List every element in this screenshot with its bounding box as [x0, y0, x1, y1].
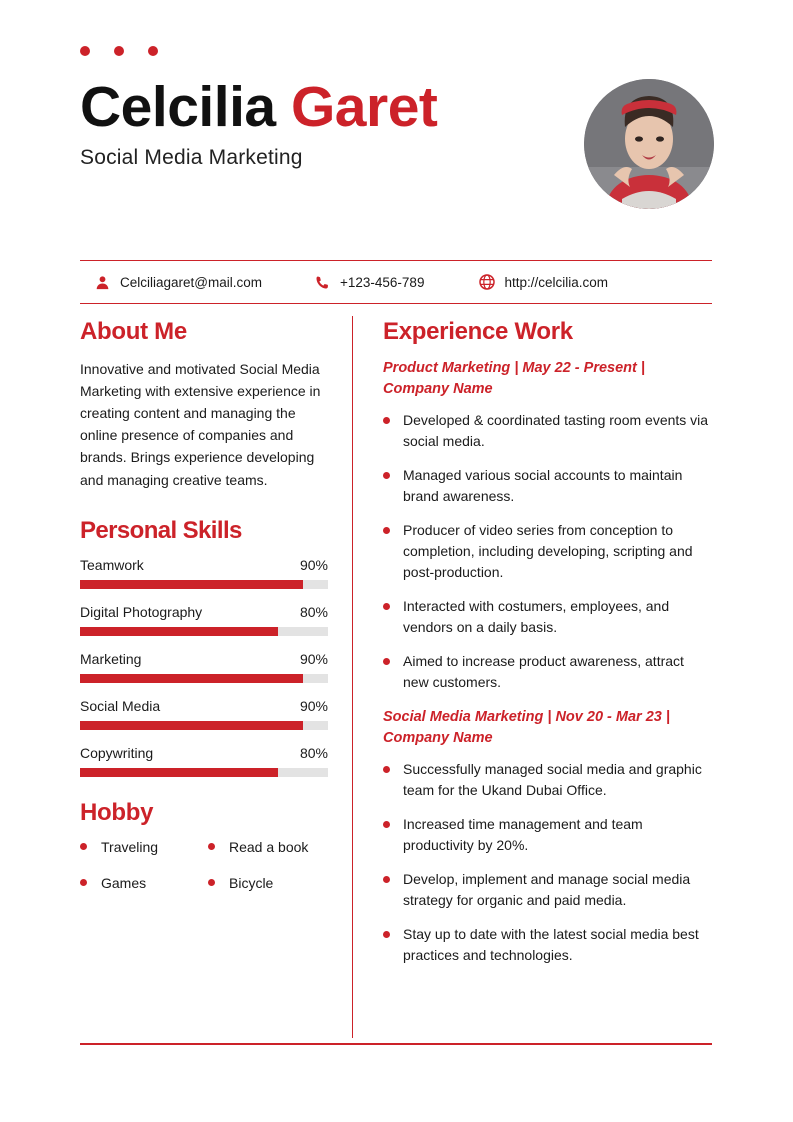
skill-label: Social Media: [80, 697, 161, 714]
list-item-text: Developed & coordinated tasting room events via social media.: [403, 412, 709, 450]
bullet-icon: [383, 527, 390, 534]
list-item: [383, 520, 713, 583]
about-text: Innovative and motivated Social Media Marketing with extensive experience in creating content and managing the online presence of companies and brands. Brings experience developing and managing creative teams.: [80, 361, 321, 488]
column-divider: [352, 316, 353, 1038]
list-item-text: Interacted with costumers, employees, and vendors on a daily basis.: [403, 598, 670, 636]
list-item-text: Aimed to increase product awareness, attract new customers.: [403, 653, 684, 691]
skill-item: [80, 651, 328, 683]
skill-label: Digital Photography: [80, 603, 203, 620]
skill-value: 90%: [299, 650, 328, 667]
bullet-icon: [208, 879, 215, 886]
skill-bar-track: [80, 580, 328, 589]
hobby-section: [80, 799, 328, 891]
first-name: Celcilia: [80, 75, 276, 139]
job-bullet-list: [383, 759, 713, 966]
skill-bar-fill: [80, 580, 303, 589]
bullet-icon: [80, 879, 87, 886]
skill-bar-track: [80, 768, 328, 777]
experience-title: Experience Work: [383, 318, 573, 345]
dot-icon: [80, 46, 90, 56]
skill-item: [80, 604, 328, 636]
list-item: [383, 651, 713, 693]
hobby-item: [80, 875, 208, 891]
bullet-icon: [383, 821, 390, 828]
list-item: [383, 924, 713, 966]
skill-value: 90%: [299, 556, 328, 573]
job-role: Social Media Marketing: [80, 145, 303, 169]
job-bullet-list: [383, 410, 713, 693]
hobby-item: [208, 839, 328, 855]
skill-item: [80, 698, 328, 730]
avatar: [584, 79, 714, 209]
bullet-icon: [383, 658, 390, 665]
globe-icon: [478, 274, 495, 291]
bullet-icon: [383, 876, 390, 883]
phone-icon: [314, 274, 331, 291]
bullet-icon: [80, 843, 87, 850]
hobby-label: Games: [101, 874, 147, 891]
left-column: [80, 318, 328, 891]
list-item: [383, 410, 713, 452]
list-item: [383, 814, 713, 856]
list-item-text: Managed various social accounts to maintain brand awareness.: [403, 467, 683, 505]
skill-item: [80, 745, 328, 777]
person-icon: [94, 274, 111, 291]
list-item-text: Successfully managed social media and graphic team for the Ukand Dubai Office.: [403, 761, 702, 799]
skill-item: [80, 557, 328, 589]
skill-value: 80%: [299, 744, 328, 761]
contact-email-text: Celciliagaret@mail.com: [120, 274, 262, 290]
bullet-icon: [208, 843, 215, 850]
skill-value: 80%: [299, 603, 328, 620]
skills-section: [80, 517, 328, 777]
list-item-text: Increased time management and team productivity by 20%.: [403, 816, 643, 854]
hobby-label: Traveling: [101, 838, 159, 855]
list-item-text: Stay up to date with the latest social media best practices and technologies.: [403, 926, 699, 964]
skill-value: 90%: [299, 697, 328, 714]
contact-phone[interactable]: [314, 274, 424, 291]
list-item: [383, 759, 713, 801]
hobby-label: Read a book: [229, 838, 309, 855]
hobby-item: [80, 839, 208, 855]
skill-bar-fill: [80, 768, 278, 777]
contact-bar: [80, 260, 712, 304]
list-item: [383, 596, 713, 638]
list-item-text: Producer of video series from conception to completion, including developing, scripting and post-production.: [403, 522, 693, 581]
list-item: [383, 465, 713, 507]
hobby-label: Bicycle: [229, 874, 274, 891]
bullet-icon: [383, 472, 390, 479]
job-heading: Social Media Marketing | Nov 20 - Mar 23 | Company Name: [383, 709, 670, 747]
bullet-icon: [383, 931, 390, 938]
right-column: [383, 318, 713, 979]
skill-bar-track: [80, 674, 328, 683]
dot-icon: [114, 46, 124, 56]
skills-title: Personal Skills: [80, 516, 242, 544]
experience-job: [383, 358, 713, 693]
skill-label: Marketing: [80, 650, 142, 667]
hobby-item: [208, 875, 328, 891]
bullet-icon: [383, 766, 390, 773]
job-heading: Product Marketing | May 22 - Present | Company Name: [383, 360, 645, 398]
bullet-icon: [383, 603, 390, 610]
contact-email[interactable]: [94, 274, 262, 291]
contact-website-text: http://celcilia.com: [504, 274, 608, 290]
bullet-icon: [383, 417, 390, 424]
skill-bar-fill: [80, 627, 278, 636]
skill-label: Teamwork: [80, 556, 144, 573]
skill-bar-track: [80, 627, 328, 636]
contact-phone-text: +123-456-789: [340, 274, 425, 290]
about-title: About Me: [80, 318, 187, 345]
list-item: [383, 869, 713, 911]
skill-bar-fill: [80, 674, 303, 683]
last-name: Garet: [290, 75, 438, 139]
skill-label: Copywriting: [80, 744, 154, 761]
decorative-dots: [80, 46, 158, 56]
contact-website[interactable]: [478, 274, 608, 291]
skill-bar-track: [80, 721, 328, 730]
hobby-title: Hobby: [80, 798, 154, 826]
bottom-rule: [80, 1043, 712, 1045]
list-item-text: Develop, implement and manage social media strategy for organic and paid media.: [403, 871, 691, 909]
skill-bar-fill: [80, 721, 303, 730]
dot-icon: [148, 46, 158, 56]
experience-job: [383, 707, 713, 966]
